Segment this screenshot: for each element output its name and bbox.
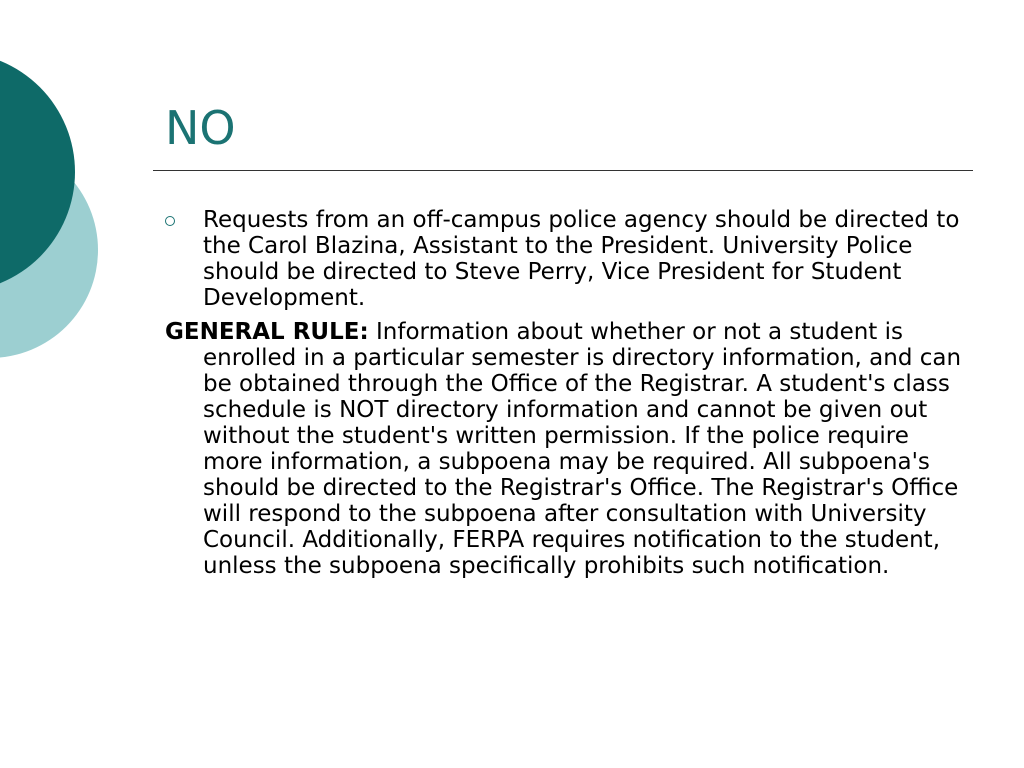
- bullet-item: [165, 207, 965, 311]
- hollow-circle-bullet-icon: [165, 216, 175, 226]
- general-rule-paragraph: [165, 319, 965, 579]
- slide-body: [165, 207, 965, 579]
- decorative-circles: [0, 0, 110, 410]
- title-divider: [153, 170, 973, 171]
- slide-title: NO: [165, 101, 236, 155]
- general-rule-text: Information about whether or not a student is enrolled in a particular semester is directory information, and can be obtained through the Office of the Registrar. A student's class schedule is NOT directory information and cannot be given out without the student's written permission. If the police require more information, a subpoena may be required. All subpoena's should be directed to the Registrar's Office. The Registrar's Office will respond to the subpoena after consultation with University Council. Additionally, FERPA requires notification to the student, unless the subpoena specifically prohibits such notification.: [203, 319, 962, 579]
- general-rule-label: GENERAL RULE:: [165, 319, 369, 345]
- bullet-text: Requests from an off-campus police agency should be directed to the Carol Blazina, Assistant to the President. University Police should be directed to Steve Perry, Vice President for Student Development.: [203, 207, 960, 311]
